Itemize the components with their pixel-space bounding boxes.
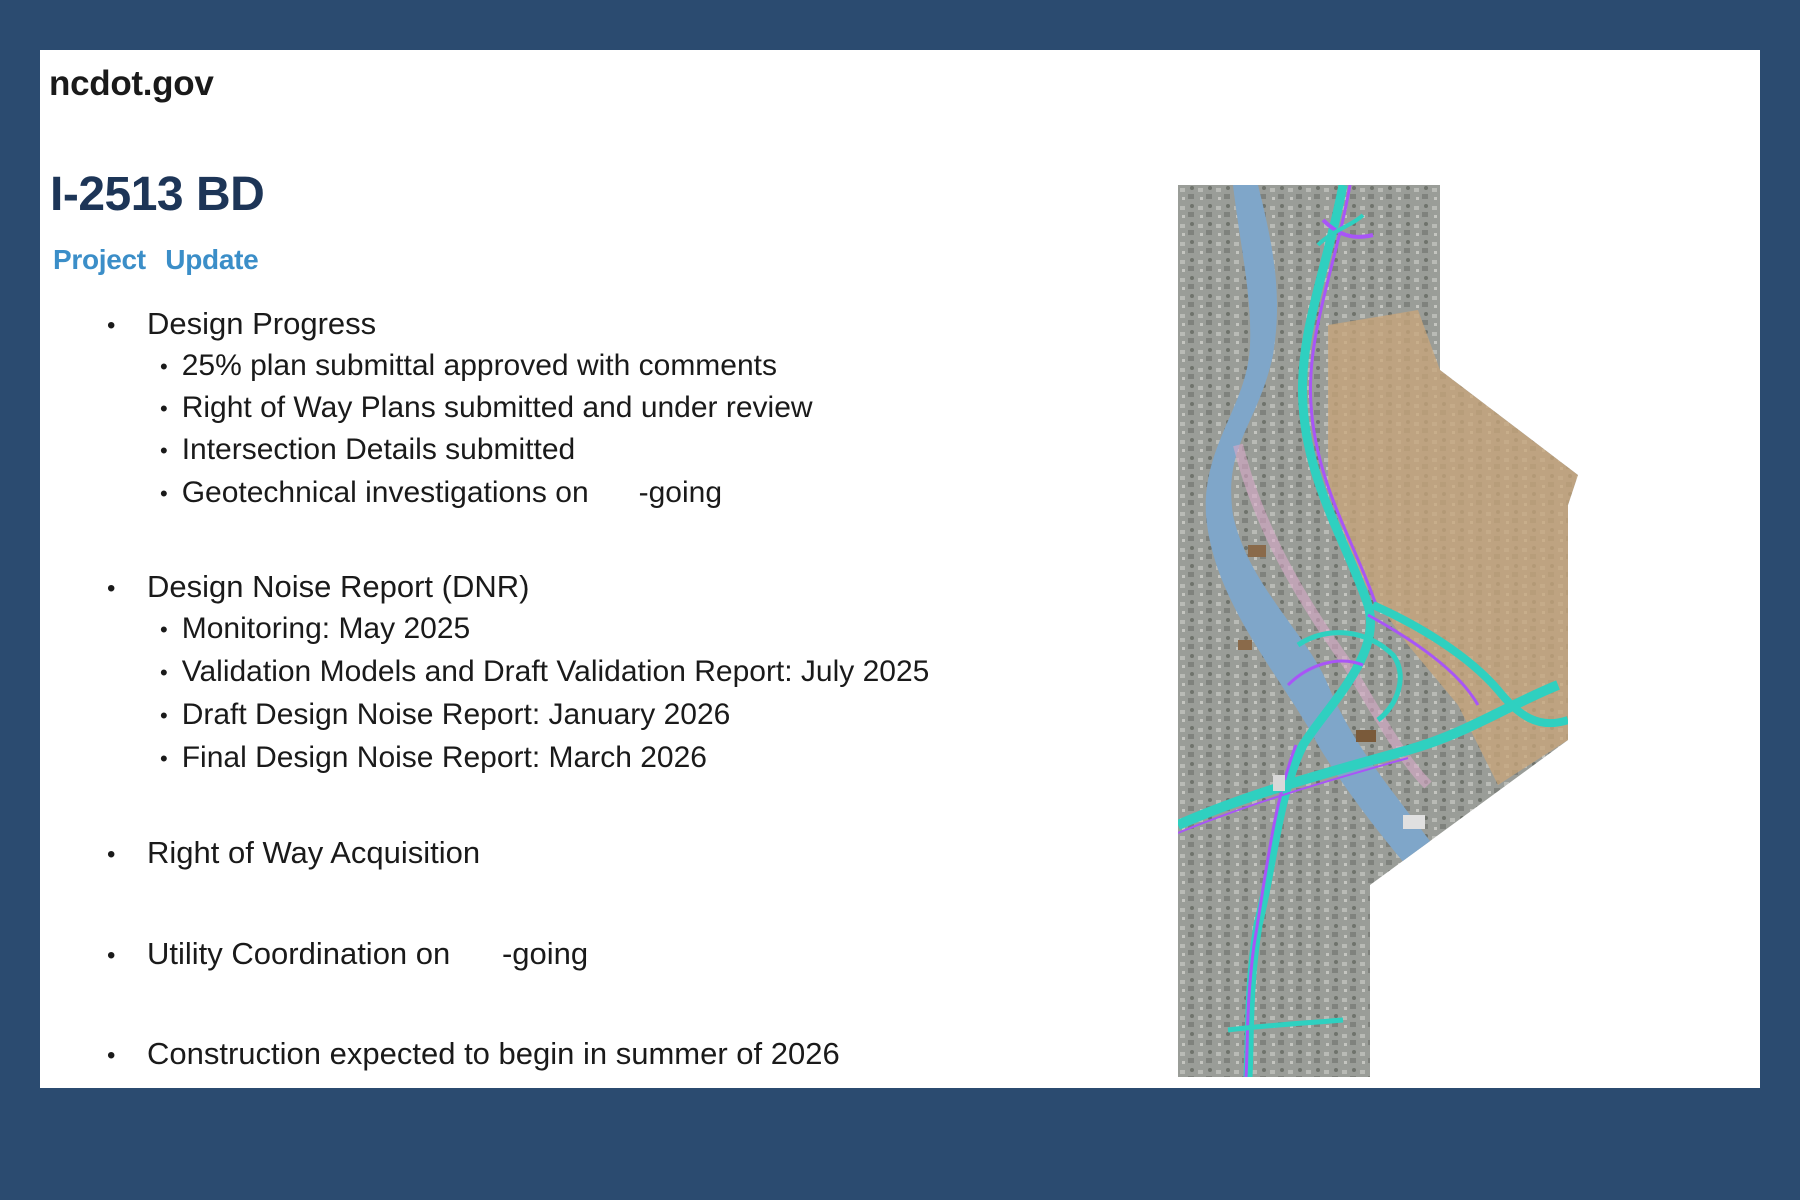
- section-label: Utility Coordination on -going: [147, 936, 589, 971]
- project-map-image: [1178, 185, 1610, 1077]
- section-right-of-way: [107, 835, 480, 871]
- bullet-icon: •: [160, 617, 168, 643]
- section-construction: [107, 1036, 840, 1072]
- bullet-icon: •: [107, 840, 116, 868]
- bullet-icon: •: [107, 1041, 116, 1069]
- section-design-noise-report: [107, 569, 529, 605]
- bullet-icon: •: [160, 481, 168, 507]
- bullet-icon: •: [160, 354, 168, 380]
- list-item: [160, 476, 722, 510]
- brand-logo-text: ncdot.gov: [49, 64, 214, 103]
- list-item-text: Draft Design Noise Report: January 2026: [181, 698, 731, 731]
- bullet-icon: •: [107, 311, 116, 339]
- list-item: [160, 433, 575, 467]
- page-title: I-2513 BD: [50, 168, 265, 221]
- list-item-text: 25% plan submittal approved with comments: [181, 349, 778, 382]
- list-item: [160, 655, 929, 689]
- section-label: Right of Way Acquisition: [147, 835, 481, 870]
- bullet-icon: •: [160, 396, 168, 422]
- section-label: Design Noise Report (DNR): [147, 569, 530, 604]
- list-item: [160, 612, 470, 646]
- section-label: Design Progress: [147, 306, 377, 341]
- list-item-text: Final Design Noise Report: March 2026: [181, 741, 707, 774]
- page-subtitle: Project Update: [53, 244, 259, 275]
- bullet-list: [40, 50, 1140, 1088]
- bullet-icon: •: [107, 941, 116, 969]
- list-item-text: Intersection Details submitted: [181, 433, 576, 466]
- bullet-icon: •: [107, 574, 116, 602]
- list-item: [160, 391, 813, 425]
- bullet-icon: •: [160, 746, 168, 772]
- slide: [40, 50, 1760, 1088]
- list-item: [160, 698, 730, 732]
- list-item: [160, 349, 777, 383]
- section-label: Construction expected to begin in summer of 2026: [147, 1036, 840, 1071]
- list-item: [160, 741, 707, 775]
- section-design-progress: [107, 306, 376, 342]
- list-item-text: Geotechnical investigations on -going: [181, 476, 723, 509]
- bullet-icon: •: [160, 660, 168, 686]
- bullet-icon: •: [160, 703, 168, 729]
- list-item-text: Monitoring: May 2025: [181, 612, 471, 645]
- list-item-text: Right of Way Plans submitted and under review: [181, 391, 813, 424]
- list-item-text: Validation Models and Draft Validation Report: July 2025: [181, 655, 930, 688]
- section-utility-coordination: [107, 936, 588, 972]
- bullet-icon: •: [160, 438, 168, 464]
